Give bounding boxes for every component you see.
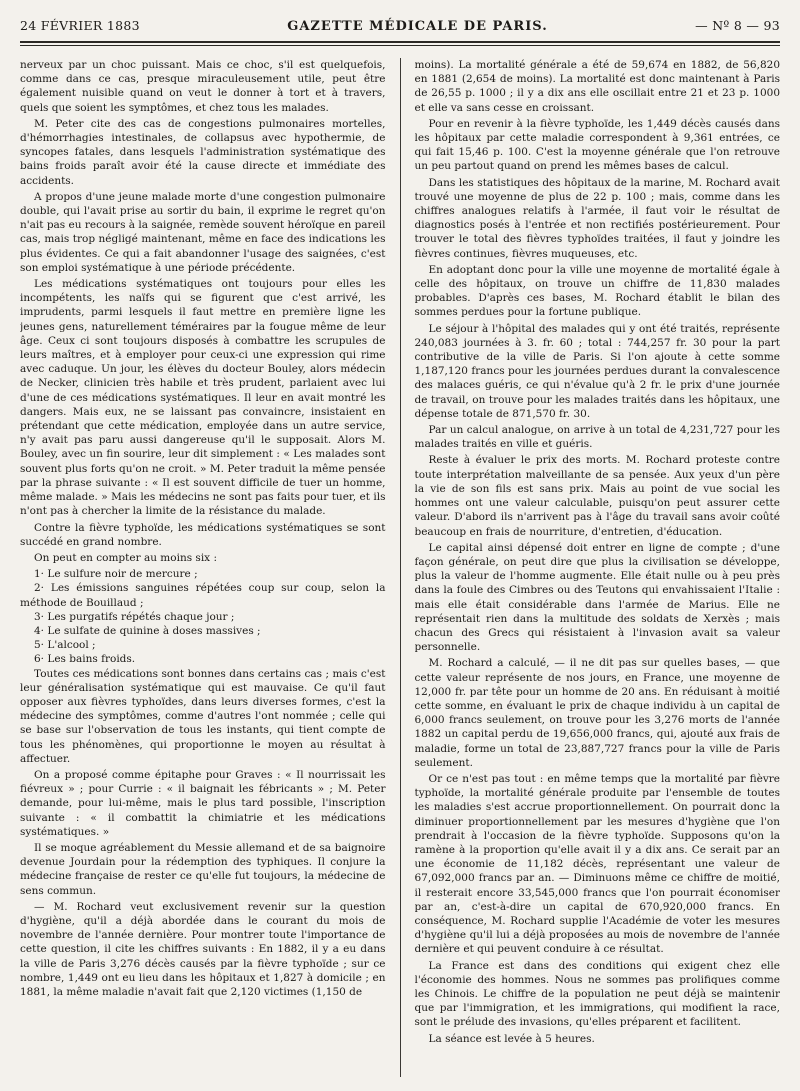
right-paragraph: Dans les statistiques des hôpitaux de la marine, M. Rochard avait trouvé une moyenne de plus de 22 p. 100 ; mais, comme dans les chiffres analogues relatifs à l'armée, il faut voir le résultat de diagnostics posés à l'entrée et non rectifiés postérieurement. Pour trouver le total des fièvres typhoïdes traitées, il faut y joindre les fièvres continues, fièvres muqueuses, etc. bbox=[414, 176, 780, 260]
header-title: GAZETTE MÉDICALE DE PARIS. bbox=[287, 19, 548, 34]
right-paragraph: Or ce n'est pas tout : en même temps que la mortalité par fièvre typhoïde, la mortalité générale produite par l'ensemble de toutes les maladies s'est accrue proportionnellement. On pourrait donc la diminuer proportionnellement par les mesures d'hygiène que l'on prendrait à l'occasion de la fièvre typhoïde. Supposons qu'on la ramène à la proportion qu'elle avait il y a dix ans. Ce serait par an une économie de 11,182 décès, représentant une valeur de 67,092,000 francs par an. — Diminuons même ce chiffre de moitié, il resterait encore 33,545,000 francs que l'on pourrait économiser par an, c'est-à-dire un capital de 670,920,000 francs. En conséquence, M. Rochard supplie l'Académie de voter les mesures d'hygiène qu'il lui a déjà proposées au mois de novembre de l'année dernière et qui peuvent conduire à ce résultat. bbox=[414, 772, 780, 956]
right-paragraph: Pour en revenir à la fièvre typhoïde, les 1,449 décès causés dans les hôpitaux par cette maladie correspondent à 9,361 entrées, ce qui fait 15,46 p. 100. C'est la moyenne générale que l'on retrouve un peu partout quand on prend les mêmes bases de calcul. bbox=[414, 117, 780, 173]
right-column bbox=[415, 58, 781, 1077]
page-header bbox=[20, 18, 780, 40]
left-paragraph: 2· Les émissions sanguines répétées coup sur coup, selon la méthode de Bouillaud ; bbox=[20, 582, 386, 609]
left-paragraph: 6· Les bains froids. bbox=[34, 653, 136, 666]
left-column bbox=[20, 58, 386, 1077]
right-paragraph: Par un calcul analogue, on arrive à un total de 4,231,727 pour les malades traités en ville et guéris. bbox=[414, 424, 780, 451]
header-issue: — Nº 8 — 93 bbox=[695, 18, 780, 33]
right-paragraph: Le capital ainsi dépensé doit entrer en ligne de compte ; d'une façon générale, on peut dire que plus la civilisation se développe, plus la valeur de l'homme augmente. Elle était nulle ou à peu près dans la foule des Cimbres ou des Teutons qui envahissaient l'Italie : mais elle était considérable dans l'armée de Marius. Elle ne représentait rien dans la multitude des soldats de Xerxès ; mais chacun des Grecs qui résistaient à l'invasion avait sa valeur personnelle. bbox=[414, 541, 780, 654]
left-paragraph: A propos d'une jeune malade morte d'une congestion pulmonaire double, qui l'avait prise au sortir du bain, il exprime le regret qu'on n'ait pas eu recours à la saignée, remède souvent héroïque en pareil cas, mais trop négligé maintenant, même en face des indications les plus évidentes. Ce qui a fait abandonner l'usage des saignées, c'est son emploi systématique à une période précédente. bbox=[20, 190, 386, 274]
left-paragraph: 3· Les purgatifs répétés chaque jour ; bbox=[34, 610, 235, 623]
article-columns bbox=[20, 58, 780, 1077]
left-paragraph: 4· Le sulfate de quinine à doses massives ; bbox=[34, 624, 261, 637]
header-rule-thin bbox=[20, 45, 780, 46]
left-paragraph: Les médications systématiques ont toujours pour elles les incompétents, les naïfs qui se figurent que c'est arrivé, les imprudents, parmi lesquels il faut mettre en première ligne les jeunes gens, naturellement téméraires par la fougue même de leur âge. Ceux ci sont toujours disposés à combattre les scrupules de leurs maîtres, et à employer pour ceux-ci une expression qui rime avec caduque. Un jour, les élèves du docteur Bouley, alors médecin de Necker, clinicien très habile et très prudent, parlaient avec lui d'une de ces médications systématiques. Il leur en avait montré les dangers. Mais eux, ne se laissant pas convaincre, insistaient en prétendant que cette médication, employée dans un autre service, n'y avait pas paru aussi dangereuse qu'il le supposait. Alors M. Bouley, avec un fin sourire, leur dit simplement : « Les malades sont souvent plus forts qu'on ne croit. » M. Peter traduit la même pensée par la phrase suivante : « Il est souvent difficile de tuer un homme, même malade. » Mais les médecins ne sont pas faits pour tuer, et ils n'ont pas à chercher la limite de la résistance du malade. bbox=[20, 278, 386, 518]
right-paragraph: La France est dans des conditions qui exigent chez elle l'économie des hommes. Nous ne sommes pas prolifiques comme les Chinois. Le chiffre de la population ne peut déjà se maintenir que par l'immigration, et les immigrations, qui modifient la race, sont le prélude des invasions, qu'elles préparent et facilitent. bbox=[414, 959, 780, 1029]
left-paragraph: 1· Le sulfure noir de mercure ; bbox=[34, 568, 198, 581]
left-paragraph: — M. Rochard veut exclusivement revenir sur la question d'hygiène, qu'il a déjà abordée dans le courant du mois de novembre de l'année dernière. Pour montrer toute l'importance de cette question, il cite les chiffres suivants : En 1882, il y a eu dans la ville de Paris 3,276 décès causés par la fièvre typhoïde ; sur ce nombre, 1,449 ont eu lieu dans les hôpitaux et 1,827 à domicile ; en 1881, la même maladie n'avait fait que 2,120 victimes (1,150 de bbox=[20, 900, 386, 998]
right-paragraph: M. Rochard a calculé, — il ne dit pas sur quelles bases, — que cette valeur représente de nos jours, en France, une moyenne de 12,000 fr. par tête pour un homme de 20 ans. En réduisant à moitié cette somme, en évaluant le prix de chaque individu à un capital de 6,000 francs seulement, on trouve pour les 3,276 morts de l'année 1882 un capital perdu de 19,656,000 francs, qui, ajouté aux frais de maladie, forme un total de 23,887,727 francs pour la ville de Paris seulement. bbox=[414, 657, 780, 769]
right-paragraph: Le séjour à l'hôpital des malades qui y ont été traités, représente 240,083 journées à 3. fr. 60 ; total : 744,257 fr. 30 pour la part contributive de la ville de Paris. Si l'on ajoute à cette somme 1,187,120 francs pour les journées perdues durant la convalescence des malaces guéris, ce qui n'évalue qu'à 2 fr. le prix d'une journée de travail, on trouve pour les malades traités dans les hôpitaux, une dépense totale de 871,570 fr. 30. bbox=[414, 322, 780, 420]
left-paragraph: 5· L'alcool ; bbox=[34, 639, 96, 652]
right-paragraph: En adoptant donc pour la ville une moyenne de mortalité égale à celle des hôpitaux, on trouve un chiffre de 11,830 malades probables. D'après ces bases, M. Rochard établit le bilan des sommes perdues pour la fortune publique. bbox=[414, 263, 780, 319]
left-paragraph: Il se moque agréablement du Messie allemand et de sa baignoire devenue Jourdain pour la rédemption des typhiques. Il conjure la médecine française de rester ce qu'elle fut toujours, la médecine de sens commun. bbox=[20, 841, 386, 897]
left-paragraph: On peut en compter au moins six : bbox=[34, 551, 217, 564]
left-paragraph: nerveux par un choc puissant. Mais ce choc, s'il est quelquefois, comme dans ce cas, presque miraculeusement utile, peut être également nuisible quand on veut le donner à tort et à travers, quels que soient les symptômes, et chez tous les malades. bbox=[20, 59, 386, 114]
column-divider bbox=[400, 58, 401, 1077]
left-paragraph: On a proposé comme épitaphe pour Graves : « Il nourrissait les fiévreux » ; pour Currie : « il baignait les fébricants » ; M. Peter demande, pour lui-même, mais le plus tard possible, l'inscription suivante : « il combattit la chimiatrie et les médications systématiques. » bbox=[20, 768, 386, 838]
right-paragraph: Reste à évaluer le prix des morts. M. Rochard proteste contre toute interprétation malveillante de sa pensée. Aux yeux d'un père la vie de son fils est sans prix. Mais au point de vue social les hommes ont une valeur calculable, puisqu'on peut assurer cette valeur. D'abord ils n'arrivent pas à l'âge du travail sans avoir coûté beaucoup en frais de nourriture, d'entretien, d'éducation. bbox=[414, 454, 780, 538]
header-rule bbox=[20, 41, 780, 43]
header-date: 24 FÉVRIER 1883 bbox=[20, 18, 140, 33]
right-paragraph: La séance est levée à 5 heures. bbox=[428, 1032, 595, 1045]
right-paragraph: moins). La mortalité générale a été de 59,674 en 1882, de 56,820 en 1881 (2,654 de moins). La mortalité est donc maintenant à Paris de 26,55 p. 1000 ; il y a dix ans elle oscillait entre 21 et 23 p. 1000 et elle va sans cesse en croissant. bbox=[414, 59, 780, 114]
left-paragraph: M. Peter cite des cas de congestions pulmonaires mortelles, d'hémorrhagies intestinales, de collapsus avec hypothermie, de syncopes fatales, dans lesquels l'administration systématique des bains froids paraît avoir été la cause directe et immédiate des accidents. bbox=[20, 117, 386, 187]
left-paragraph: Contre la fièvre typhoïde, les médications systématiques se sont succédé en grand nombre. bbox=[20, 521, 386, 548]
left-paragraph: Toutes ces médications sont bonnes dans certains cas ; mais c'est leur généralisation systématique qui est mauvaise. Ce qu'il faut opposer aux fièvres typhoïdes, dans leurs diverses formes, c'est la médecine des symptômes, comme d'autres l'ont nommée ; celle qui se base sur l'observation de tous les instants, qui tient compte de tous les phénomènes, qui proportionne le moyen au résultat à affectuer. bbox=[20, 667, 386, 765]
